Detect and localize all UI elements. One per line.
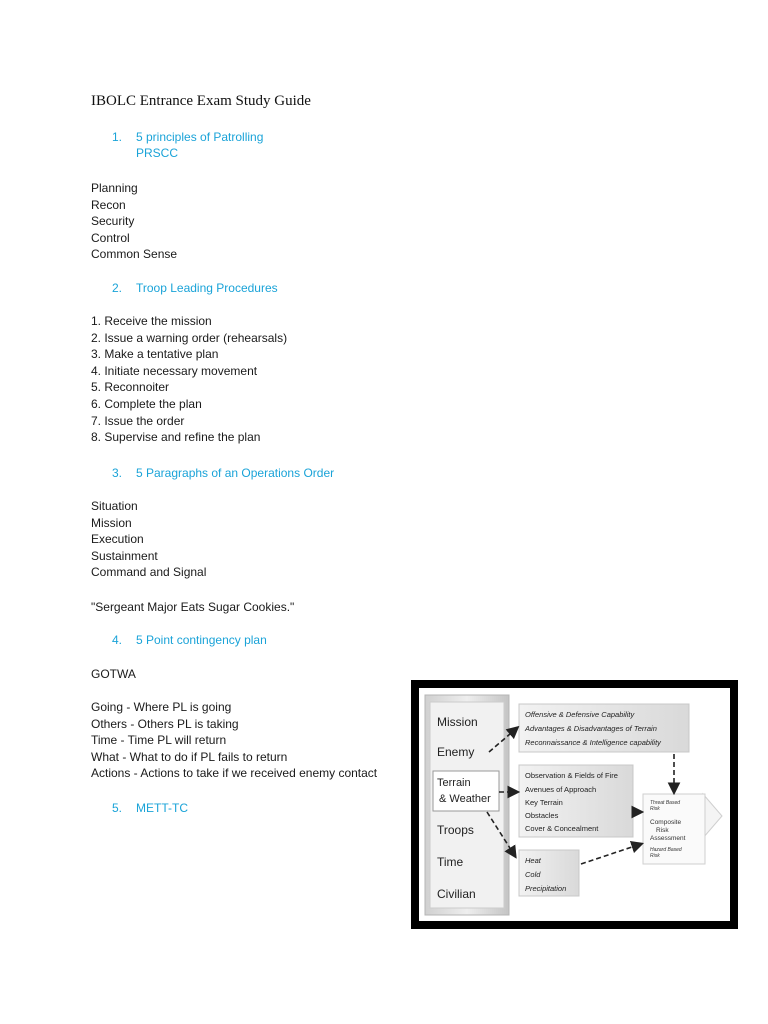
- risk-threat-label: Threat Based: [650, 800, 681, 806]
- troop-leading-list: [91, 313, 287, 446]
- section-subheading: PRSCC: [136, 146, 179, 160]
- section-heading-1: [112, 129, 263, 161]
- terrain-box-line: Avenues of Approach: [525, 785, 597, 794]
- weather-box-line: Heat: [525, 856, 541, 865]
- list-item: 6. Complete the plan: [91, 396, 202, 411]
- section-number: 1.: [112, 130, 123, 144]
- mett-item-terrain-weather: Terrain: [437, 777, 471, 789]
- list-item: 4. Initiate necessary movement: [91, 363, 258, 378]
- gotwa-list: [91, 699, 377, 782]
- list-item: 1. Receive the mission: [91, 314, 212, 328]
- section-title: 5 Paragraphs of an Operations Order: [136, 466, 335, 480]
- section-title: 5 principles of Patrolling: [136, 130, 264, 144]
- list-item: Mission: [91, 515, 132, 530]
- mett-tc-diagram-svg: [419, 688, 730, 921]
- section-title: Troop Leading Procedures: [136, 281, 278, 295]
- patrolling-principles-list: [91, 180, 177, 263]
- mett-item-civilian: Civilian: [437, 887, 476, 901]
- section-number: 3.: [112, 466, 123, 480]
- terrain-box-line: Cover & Concealment: [525, 824, 599, 833]
- section-title: METT-TC: [136, 801, 188, 815]
- list-item: Situation: [91, 499, 138, 513]
- enemy-box-line: Reconnaissance & Intelligence capability: [525, 738, 661, 747]
- terrain-box-line: Observation & Fields of Fire: [525, 771, 618, 780]
- mett-item-mission: Mission: [437, 715, 478, 729]
- section-number: 5.: [112, 801, 123, 815]
- list-item: Control: [91, 230, 130, 245]
- risk-hazard-label-2: Risk: [650, 853, 660, 859]
- mett-item-troops: Troops: [437, 823, 474, 837]
- gotwa-label: GOTWA: [91, 667, 136, 681]
- list-item: 7. Issue the order: [91, 413, 185, 428]
- list-item: Sustainment: [91, 548, 158, 563]
- list-item: Common Sense: [91, 247, 178, 262]
- list-item: 3. Make a tentative plan: [91, 347, 219, 362]
- mett-tc-diagram: [411, 680, 738, 929]
- section-number: 4.: [112, 633, 123, 647]
- list-item: 2. Issue a warning order (rehearsals): [91, 330, 288, 345]
- weather-box-line: Precipitation: [525, 884, 567, 893]
- list-item: Command and Signal: [91, 565, 207, 580]
- enemy-box-line: Offensive & Defensive Capability: [525, 710, 635, 719]
- list-item: 8. Supervise and refine the plan: [91, 430, 261, 445]
- section-heading-4: [112, 632, 267, 648]
- opord-mnemonic: "Sergeant Major Eats Sugar Cookies.": [91, 600, 295, 614]
- risk-main-label: Composite: [650, 819, 682, 826]
- list-item: Others - Others PL is taking: [91, 716, 239, 731]
- document-title: IBOLC Entrance Exam Study Guide: [91, 93, 311, 109]
- section-heading-5: [112, 800, 188, 816]
- terrain-box-line: Obstacles: [525, 811, 559, 820]
- section-heading-3: [112, 465, 334, 481]
- section-heading-2: [112, 280, 278, 296]
- section-number: 2.: [112, 281, 123, 295]
- risk-hazard-label: Hazard Based: [650, 847, 682, 853]
- list-item: Planning: [91, 181, 138, 195]
- list-item: Actions - Actions to take if we received enemy contact: [91, 766, 378, 781]
- mett-item-weather: & Weather: [439, 793, 491, 805]
- weather-box-line: Cold: [525, 870, 541, 879]
- mett-item-enemy: Enemy: [437, 745, 475, 759]
- risk-main-label-2: Risk: [656, 827, 669, 834]
- opord-list: [91, 498, 206, 581]
- risk-threat-label-2: Risk: [650, 806, 660, 812]
- arrow-weather-risk: [581, 844, 641, 864]
- list-item: Recon: [91, 197, 126, 212]
- list-item: Execution: [91, 532, 144, 547]
- mett-item-time: Time: [437, 855, 464, 869]
- terrain-box-line: Key Terrain: [525, 798, 563, 807]
- list-item: Security: [91, 214, 135, 229]
- list-item: Time - Time PL will return: [91, 733, 227, 748]
- list-item: Going - Where PL is going: [91, 700, 232, 714]
- list-item: What - What to do if PL fails to return: [91, 749, 288, 764]
- enemy-box-line: Advantages & Disadvantages of Terrain: [525, 724, 657, 733]
- list-item: 5. Reconnoiter: [91, 380, 170, 395]
- section-title: 5 Point contingency plan: [136, 633, 267, 647]
- risk-main-label-3: Assessment: [650, 835, 686, 842]
